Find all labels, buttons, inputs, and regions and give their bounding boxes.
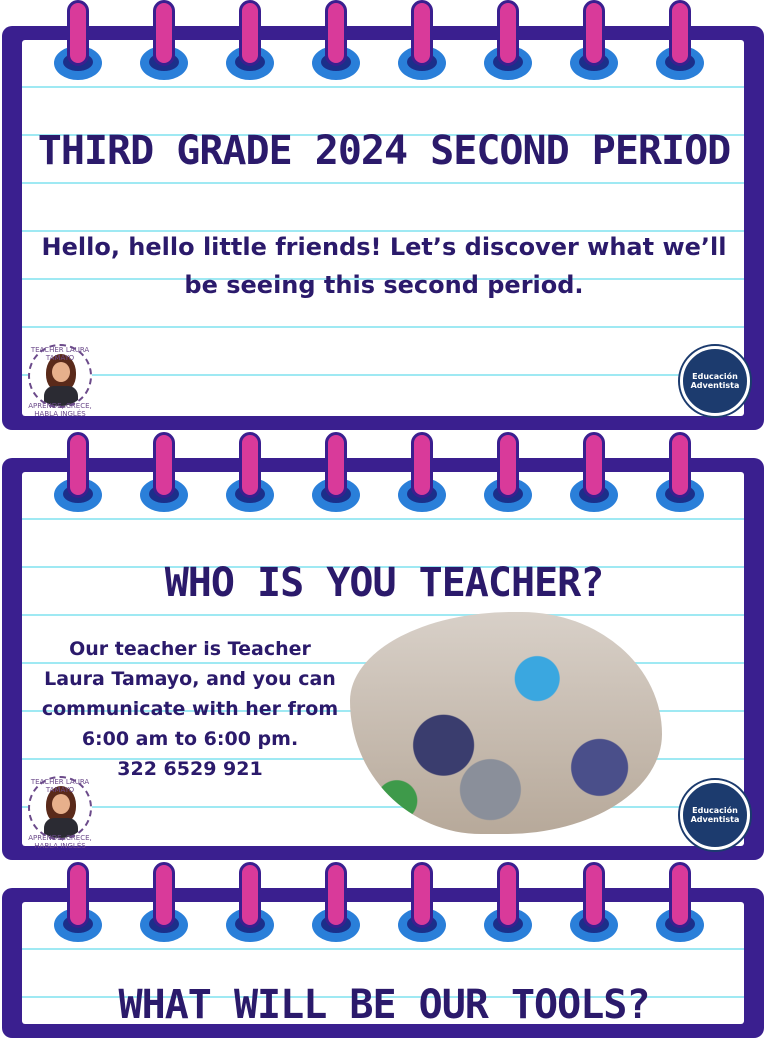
teacher-section-title: WHO IS YOU TEACHER? <box>164 560 604 606</box>
seal-text: Educación Adventista <box>690 806 740 824</box>
school-seal-icon <box>680 780 750 850</box>
classroom-photo <box>350 612 662 834</box>
tools-section-title: WHAT WILL BE OUR TOOLS? <box>118 982 650 1028</box>
school-seal-icon <box>680 346 750 416</box>
badge-top-text: TEACHER LAURA TAMAYO <box>30 346 90 362</box>
teacher-info <box>40 634 340 784</box>
badge-top-text: TEACHER LAURA TAMAYO <box>30 778 90 794</box>
teacher-phone: 322 6529 921 <box>117 758 263 780</box>
page-title: THIRD GRADE 2024 SECOND PERIOD <box>37 128 731 174</box>
teacher-description: Our teacher is Teacher Laura Tamayo, and you can communicate with her from 6:00 am to 6:00 pm. <box>41 638 339 750</box>
intro-text: Hello, hello little friends! Let’s discover what we’ll be seeing this second period. <box>41 233 727 299</box>
badge-bottom-text: APRENDE, CRECE, HABLA INGLÉS <box>28 402 92 418</box>
seal-text: Educación Adventista <box>690 372 740 390</box>
badge-bottom-text: APRENDE, CRECE, HABLA INGLÉS <box>28 834 92 850</box>
